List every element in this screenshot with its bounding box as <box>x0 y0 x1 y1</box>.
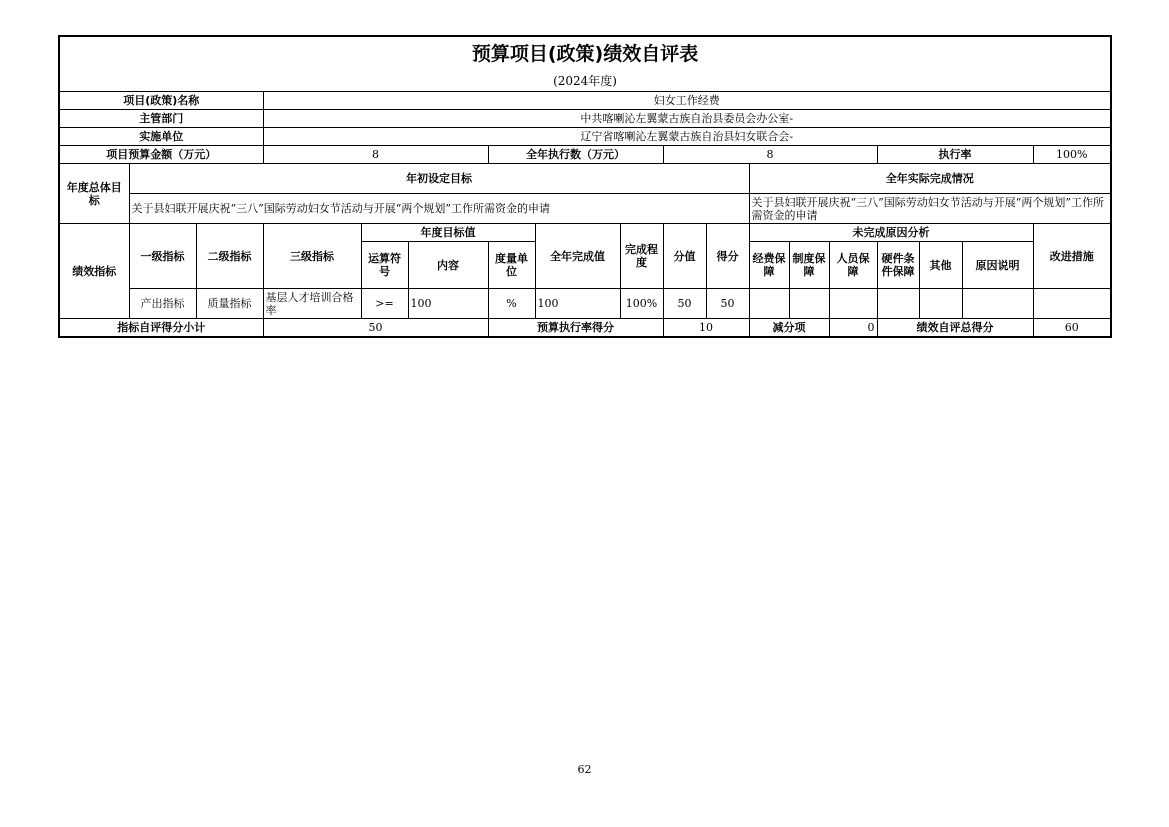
self-evaluation-sheet <box>58 35 1110 338</box>
total-label: 绩效自评总得分 <box>877 319 1033 337</box>
initial-goal-header: 年初设定目标 <box>129 164 749 194</box>
funding-cell <box>749 289 789 319</box>
operator-header: 运算符号 <box>361 242 408 289</box>
budget-score-label: 预算执行率得分 <box>488 319 663 337</box>
unit-cell: % <box>488 289 535 319</box>
project-name-value: 妇女工作经费 <box>263 92 1111 110</box>
reason-group-header: 未完成原因分析 <box>749 224 1033 242</box>
unit-value: 辽宁省喀喇沁左翼蒙古族自治县妇女联合会- <box>263 128 1111 146</box>
level2-header: 二级指标 <box>196 224 263 289</box>
unit-label: 实施单位 <box>59 128 263 146</box>
exec-label: 全年执行数（万元） <box>488 146 663 164</box>
reason-desc-header: 原因说明 <box>962 242 1033 289</box>
personnel-cell <box>829 289 877 319</box>
completion-header: 完成程度 <box>620 224 663 289</box>
score-header: 得分 <box>706 224 749 289</box>
improvement-header: 改进措施 <box>1033 224 1111 289</box>
goal-row-label: 年度总体目标 <box>59 164 129 224</box>
subtotal-value: 50 <box>263 319 488 337</box>
hardware-cell <box>877 289 919 319</box>
budget-value: 8 <box>263 146 488 164</box>
level3-cell: 基层人才培训合格率 <box>263 289 361 319</box>
target-group-header: 年度目标值 <box>361 224 535 242</box>
budget-label: 项目预算金额（万元） <box>59 146 263 164</box>
score-value-header: 分值 <box>663 224 706 289</box>
other-header: 其他 <box>919 242 962 289</box>
content-cell: 100 <box>408 289 488 319</box>
level2-cell: 质量指标 <box>196 289 263 319</box>
deduction-value: 0 <box>829 319 877 337</box>
rate-label: 执行率 <box>877 146 1033 164</box>
hardware-header: 硬件条件保障 <box>877 242 919 289</box>
actual-goal-text: 关于县妇联开展庆祝“三八”国际劳动妇女节活动与开展“两个规划”工作所需资金的申请 <box>749 194 1111 224</box>
evaluation-table <box>58 35 1112 338</box>
page-title: 预算项目(政策)绩效自评表 <box>59 36 1111 71</box>
funding-header: 经费保障 <box>749 242 789 289</box>
operator-cell: >= <box>361 289 408 319</box>
page-number: 62 <box>577 763 592 776</box>
score-value-cell: 50 <box>663 289 706 319</box>
rate-value: 100% <box>1033 146 1111 164</box>
improvement-cell <box>1033 289 1111 319</box>
budget-score-value: 10 <box>663 319 749 337</box>
reason-desc-cell <box>962 289 1033 319</box>
dept-label: 主管部门 <box>59 110 263 128</box>
subtotal-label: 指标自评得分小计 <box>59 319 263 337</box>
level1-header: 一级指标 <box>129 224 196 289</box>
other-cell <box>919 289 962 319</box>
system-cell <box>789 289 829 319</box>
total-value: 60 <box>1033 319 1111 337</box>
dept-value: 中共喀喇沁左翼蒙古族自治县委员会办公室- <box>263 110 1111 128</box>
content-header: 内容 <box>408 242 488 289</box>
year-label: (2024年度) <box>59 71 1111 92</box>
completion-cell: 100% <box>620 289 663 319</box>
personnel-header: 人员保障 <box>829 242 877 289</box>
annual-value-cell: 100 <box>535 289 620 319</box>
perf-row-label: 绩效指标 <box>59 224 129 319</box>
actual-goal-header: 全年实际完成情况 <box>749 164 1111 194</box>
annual-value-header: 全年完成值 <box>535 224 620 289</box>
initial-goal-text: 关于县妇联开展庆祝“三八”国际劳动妇女节活动与开展“两个规划”工作所需资金的申请 <box>129 194 749 224</box>
level1-cell: 产出指标 <box>129 289 196 319</box>
level3-header: 三级指标 <box>263 224 361 289</box>
unit-header: 度量单位 <box>488 242 535 289</box>
deduction-label: 减分项 <box>749 319 829 337</box>
project-name-label: 项目(政策)名称 <box>59 92 263 110</box>
exec-value: 8 <box>663 146 877 164</box>
score-cell: 50 <box>706 289 749 319</box>
table-row <box>59 289 1111 319</box>
system-header: 制度保障 <box>789 242 829 289</box>
